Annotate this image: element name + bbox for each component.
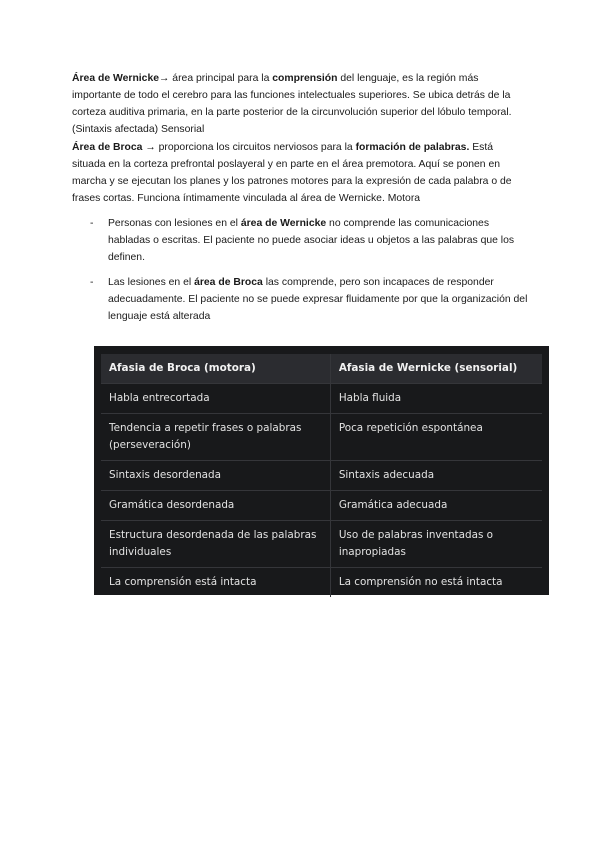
column-header-wernicke: Afasia de Wernicke (sensorial) bbox=[330, 354, 542, 384]
paragraph-wernicke bbox=[72, 70, 528, 138]
list-item bbox=[90, 274, 530, 325]
table-row bbox=[101, 461, 542, 491]
term-broca: Área de Broca bbox=[72, 142, 143, 153]
bullet-dash: - bbox=[90, 218, 94, 229]
table-row bbox=[101, 414, 542, 461]
bullet-text: las comprende, pero son incapaces de responder adecuadamente. El paciente no se puede expresar fluidamente por que la organización del lenguaje está alterada bbox=[108, 277, 528, 322]
table-row bbox=[101, 384, 542, 414]
table-cell: Sintaxis desordenada bbox=[101, 461, 330, 491]
bold-keyword: comprensión bbox=[272, 73, 338, 84]
table-row bbox=[101, 568, 542, 598]
bullet-text: Personas con lesiones en el bbox=[108, 218, 241, 229]
bold-keyword: área de Broca bbox=[194, 277, 263, 288]
table-cell: Habla entrecortada bbox=[101, 384, 330, 414]
term-wernicke: Área de Wernicke bbox=[72, 73, 160, 84]
list-item bbox=[90, 215, 530, 266]
table-header-row bbox=[101, 354, 542, 384]
bullet-list bbox=[90, 274, 530, 325]
arrow-symbol: → bbox=[142, 142, 156, 153]
bullet-dash: - bbox=[90, 277, 94, 288]
comparison-table bbox=[101, 354, 542, 597]
table-row bbox=[101, 491, 542, 521]
table-cell: Sintaxis adecuada bbox=[330, 461, 542, 491]
paragraph-broca bbox=[72, 139, 528, 207]
table-cell: Poca repetición espontánea bbox=[330, 414, 542, 461]
table-cell: La comprensión está intacta bbox=[101, 568, 330, 598]
comparison-table-screenshot bbox=[94, 346, 549, 595]
paragraph-text: Está situada en la corteza prefrontal poslayeral y en parte en el área premotora. Aquí se ponen en marcha y se ejecutan los planes y los patrones motores para la expresión de cada palabra o de frases cortas. Funciona íntimamente vinculada al área de Wernicke. Motora bbox=[72, 142, 512, 204]
paragraph-text: del lenguaje, es la región más importante de todo el cerebro para las funciones intelectuales superiores. Se ubica detrás de la corteza auditiva primaria, en la parte posterior de la circunvolución superior del lóbulo temporal. (Sintaxis afectada) Sensorial bbox=[72, 73, 512, 135]
bullet-list bbox=[90, 215, 530, 266]
paragraph-text: área principal para la bbox=[169, 73, 273, 84]
arrow-symbol: → bbox=[159, 73, 170, 84]
table-row bbox=[101, 521, 542, 568]
bullet-text: Las lesiones en el bbox=[108, 277, 195, 288]
table-cell: Habla fluida bbox=[330, 384, 542, 414]
table-cell: Uso de palabras inventadas o inapropiadas bbox=[330, 521, 542, 568]
paragraph-text: proporciona los circuitos nerviosos para la bbox=[155, 142, 356, 153]
table-cell: Gramática desordenada bbox=[101, 491, 330, 521]
table-cell: La comprensión no está intacta bbox=[338, 576, 503, 588]
column-header-broca: Afasia de Broca (motora) bbox=[101, 354, 330, 384]
bold-keyword: área de Wernicke bbox=[240, 218, 327, 229]
table-cell: Estructura desordenada de las palabras individuales bbox=[101, 521, 330, 568]
bullet-text: no comprende las comunicaciones habladas o escritas. El paciente no puede asociar ideas u objetos a las palabras que los definen. bbox=[108, 218, 515, 263]
bold-keyword: formación de palabras. bbox=[355, 142, 470, 153]
table-cell: Tendencia a repetir frases o palabras (perseveración) bbox=[101, 414, 330, 461]
table-cell: Gramática adecuada bbox=[330, 491, 542, 521]
